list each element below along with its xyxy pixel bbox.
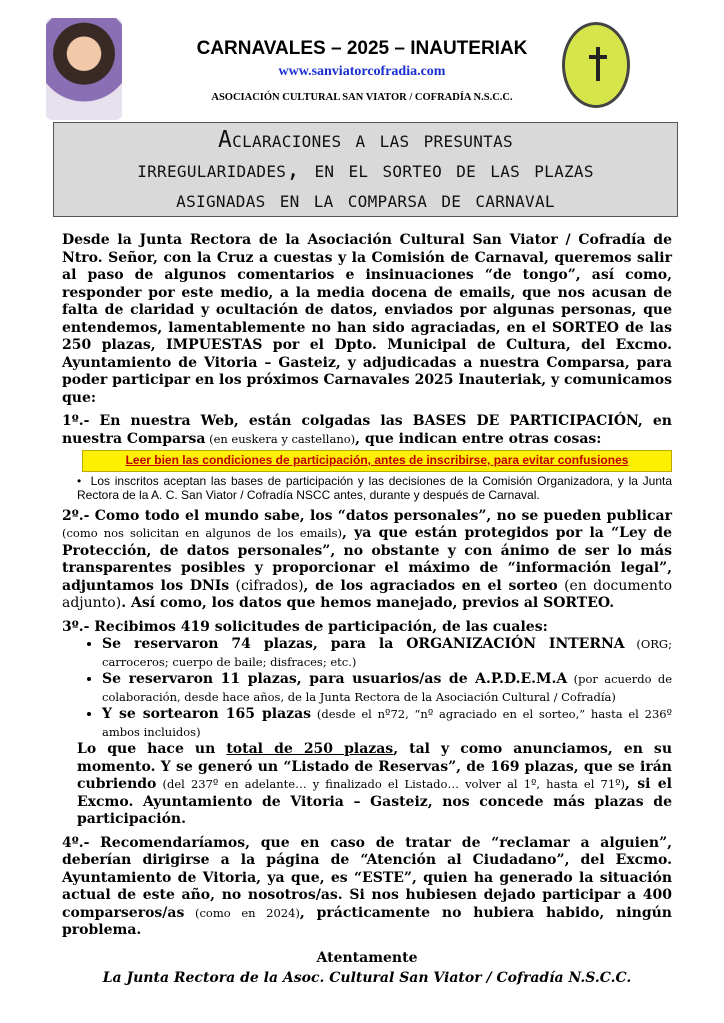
point-1-note: (en euskera y castellano) xyxy=(205,431,356,446)
point-1-bullet: • Los inscritos aceptan las bases de participación y las decisiones de la Comisión Organizadora, y la Junta Rectora de la A. C. San Viator / Cofradía NSCC antes, durante y después de Carnaval. xyxy=(77,473,672,502)
point-2-note-3: (en documento adjunto) xyxy=(62,577,673,611)
point-3-intro: 3º.- Recibimos 419 solicitudes de participación, de las cuales: xyxy=(62,618,548,635)
point-2-note: (como nos solicitan en algunos de los emails) xyxy=(62,526,343,540)
list-item-note: (desde el nº72, “nº agraciado en el sorteo,” hasta el 236º ambos incluidos) xyxy=(102,707,672,739)
highlight-notice: Leer bien las condiciones de participación, antes de inscribirse, para evitar confusiones xyxy=(82,450,672,472)
summary-text: Lo que hace un xyxy=(77,741,227,757)
point-4-tail: , prácticamente no hubiera habido, ningún problema. xyxy=(62,904,672,938)
point-3-summary xyxy=(77,741,672,829)
headline-banner xyxy=(53,122,678,217)
point-2-body-2: , de los agraciados en el sorteo xyxy=(303,577,558,594)
point-4 xyxy=(62,835,672,940)
point-1-bullet-text: Los inscritos aceptan las bases de participación y las decisiones de la Comisión Organizadora, y la Junta Rectora de la A. C. San Viator / Cofradía NSCC antes, durante y después de Carnaval. xyxy=(77,473,672,502)
page-title: CARNAVALES – 2025 – INAUTERIAK xyxy=(196,38,528,59)
point-3-list xyxy=(62,636,672,741)
point-2-body: , ya que están protegidos por la “Ley de Protección, de datos personales”, no obstante y con ánimo de ser lo más transparentes posibles y proporcionar el máximo de “información legal”, adjuntamos los DNIs xyxy=(62,525,672,594)
point-1-text: 1º.- En nuestra Web, están colgadas las BASES DE PARTICIPACIÓN, en nuestra Comparsa xyxy=(62,413,672,447)
closing-regards: Atentamente xyxy=(316,949,418,966)
closing-signature: La Junta Rectora de la Asoc. Cultural San Viator / Cofradía N.S.C.C. xyxy=(102,969,632,986)
list-item-text: Se reservaron 74 plazas, para la ORGANIZACIÓN INTERNA xyxy=(102,636,625,652)
point-3 xyxy=(62,619,672,829)
intro-paragraph: Desde la Junta Rectora de la Asociación Cultural San Viator / Cofradía de Ntro. Señor, con la Cruz a cuestas y la Comisión de Carnaval, queremos salir al paso de algunos comentarios e insinuaciones “de tongo”, así como, responder por este medio, a la media docena de emails, que nos acusan de falta de claridad y ocultación de datos, enviados por algunas personas, que entendemos, lamentablemente no han sido agraciadas, en el SORTEO de las 250 plazas, IMPUESTAS por el Dpto. Municipal de Cultura, del Excmo. Ayuntamiento de Vitoria – Gasteiz, y adjudicadas a nuestra Comparsa, para poder participar en los próximos Carnavales 2025 Inauteriak, y comunicamos que: xyxy=(62,232,672,406)
point-1 xyxy=(62,413,672,502)
list-item-note: (ORG; carroceros; cuerpo de baile; disfraces; etc.) xyxy=(102,637,672,669)
list-item-text: Y se sortearon 165 plazas xyxy=(102,706,312,722)
headline-line-1: Aclaraciones a las presuntas xyxy=(218,126,513,153)
list-item-note: (por acuerdo de colaboración, desde hace años, de la Junta Rectora de la Asociación Cultural / Cofradía) xyxy=(102,672,673,704)
website-link[interactable]: www.sanviatorcofradia.com xyxy=(278,64,446,79)
list-item-text: Se reservaron 11 plazas, para usuarios/as de A.P.D.E.M.A xyxy=(102,671,568,687)
summary-total: total de 250 plazas xyxy=(226,741,394,757)
document-body xyxy=(62,232,672,986)
association-name: ASOCIACIÓN CULTURAL SAN VIATOR / COFRADÍA N.S.C.C. xyxy=(211,92,513,103)
point-2-note-2: (cifrados) xyxy=(229,577,304,594)
point-2-tail: . Así como, los datos que hemos manejado, previos al SORTEO. xyxy=(121,595,615,611)
headline-line-2: irregularidades, en el sorteo de las plazas xyxy=(137,156,594,183)
summary-text-2: , tal y como anunciamos, en su momento. Y se generó un “Listado de Reservas”, de 169 plazas, que se irán cubriendo xyxy=(77,741,672,792)
summary-note: (del 237º en adelante… y finalizado el Listado… volver al 1º, hasta el 71º) xyxy=(156,777,626,791)
summary-tail: , si el Excmo. Ayuntamiento de Vitoria – Gasteiz, nos concede más plazas de participación. xyxy=(77,776,672,827)
point-4-note: (como en 2024) xyxy=(184,905,300,920)
list-item xyxy=(102,636,672,671)
point-1-tail: , que indican entre otras cosas: xyxy=(355,430,602,447)
list-item xyxy=(102,671,672,706)
headline-line-3: asignadas en la comparsa de carnaval xyxy=(176,186,555,213)
point-2-text: 2º.- Como todo el mundo sabe, los “datos personales”, no se pueden publicar xyxy=(62,507,672,524)
list-item xyxy=(102,706,672,741)
point-2 xyxy=(62,508,672,613)
point-4-text: 4º.- Recomendaríamos, que en caso de tratar de “reclamar a alguien”, deberían dirigirse a la página de “Atención al Ciudadano”, del Excmo. Ayuntamiento de Vitoria, ya que, es “ESTE”, quien ha generado la situación actual de este año, no nosotros/as. Si nos hubiesen dejado participar a 400 comparseros/as xyxy=(62,834,672,921)
